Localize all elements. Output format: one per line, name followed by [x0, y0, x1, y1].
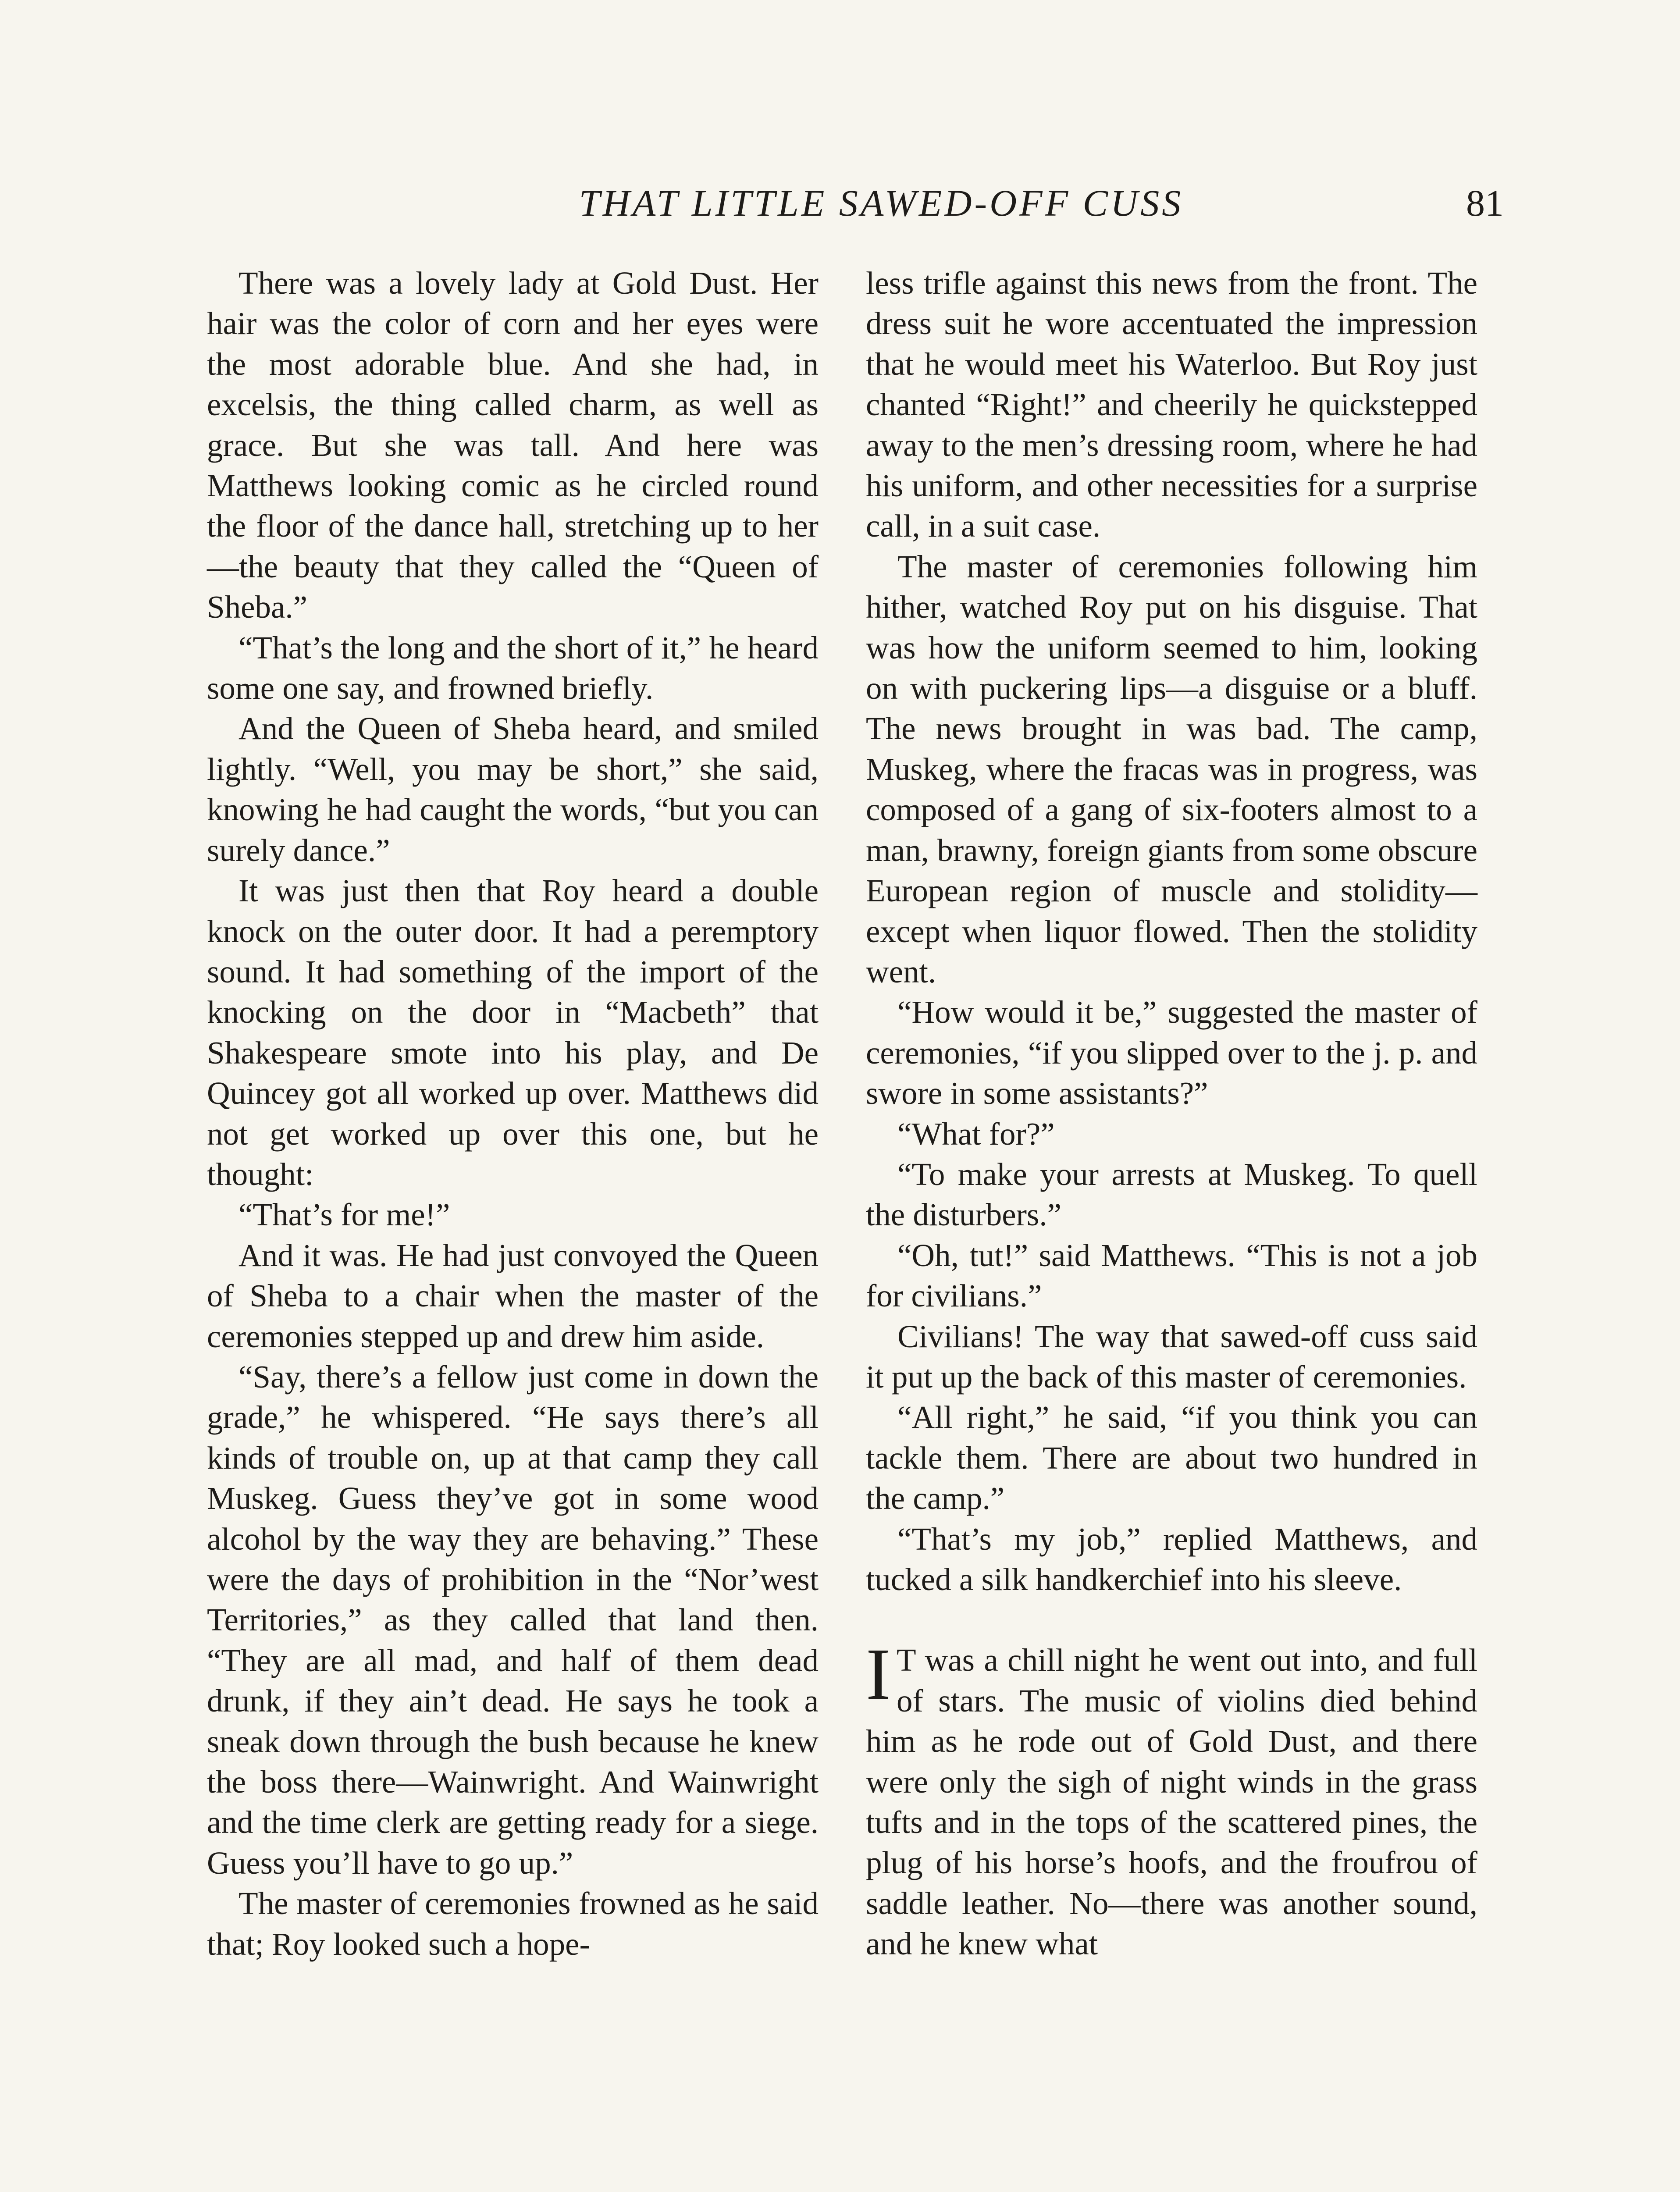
paragraph: “To make your arrests at Muskeg. To quell the disturbers.”: [866, 1156, 1477, 1233]
paragraph: And the Queen of Sheba heard, and smiled lightly. “Well, you may be short,” she said, knowing he had caught the words, “but you can surely dance.”: [207, 711, 819, 868]
paragraph: The master of ceremonies frowned as he said that; Roy looked such a hope-: [207, 1886, 819, 1962]
paragraph: The master of ceremonies following him hither, watched Roy put on his disguise. That was how the uniform seemed to him, looking on with puckering lips—a disguise or a bluff. The news brought in was bad. The camp, Muskeg, where the fracas was in progress, was composed of a gang of six-footers almost to a man, brawny, foreign giants from some obscure European region of muscle and stolidity—except when liquor flowed. Then the stolidity went.: [866, 548, 1477, 989]
paragraph: And it was. He had just convoyed the Queen of Sheba to a chair when the master of the ceremonies stepped up and drew him aside.: [207, 1237, 819, 1354]
section-break-text: T was a chill night he went out into, and full of stars. The music of violins died behind him as he rode out of Gold Dust, and there were only the sigh of night winds in the grass tufts and in the tops of the scattered pines, the plug of his horse’s hoofs, and the froufrou of saddle leather. No—there was another sound, and he knew what: [866, 1642, 1477, 1962]
running-title: THAT LITTLE SAWED-OFF CUSS: [579, 182, 1184, 224]
paragraph: Civilians! The way that sawed-off cuss said it put up the back of this master of ceremonies.: [866, 1318, 1477, 1395]
paragraph: “That’s the long and the short of it,” he heard some one say, and frowned briefly.: [207, 630, 819, 706]
paragraph: “What for?”: [897, 1116, 1055, 1152]
paragraph: “Say, there’s a fellow just come in down the grade,” he whispered. “He says there’s all kinds of trouble on, up at that camp they call Muskeg. Guess they’ve got in some wood alcohol by the way they are behaving.” These were the days of prohibition in the “Nor’west Territories,” as they called that land then. “They are all mad, and half of them dead drunk, if they ain’t dead. He says he took a sneak down through the bush because he knew the boss there—Wainwright. And Wainwright and the time clerk are getting ready for a siege. Guess you’ll have to go up.”: [207, 1359, 819, 1881]
left-column: [207, 263, 819, 1964]
section-break-paragraph: [866, 1633, 1477, 1964]
paragraph: There was a lovely lady at Gold Dust. Her hair was the color of corn and her eyes were the most adorable blue. And she had, in excelsis, the thing called charm, as well as grace. But she was tall. And here was Matthews looking comic as he circled round the floor of the dance hall, stretching up to her —the beauty that they called the “Queen of Sheba.”: [207, 265, 819, 625]
paragraph: “How would it be,” suggested the master of ceremonies, “if you slipped over to the j. p. and swore in some assistants?”: [866, 994, 1477, 1111]
paragraph: “That’s my job,” replied Matthews, and tucked a silk handkerchief into his sleeve.: [866, 1521, 1477, 1597]
paragraph: It was just then that Roy heard a double knock on the outer door. It had a peremptory sound. It had something of the import of the knocking on the door in “Macbeth” that Shakespeare smote into his play, and De Quincey got all worked up over. Matthews did not get worked up over this one, but he thought:: [207, 873, 819, 1192]
page-number: 81: [1466, 182, 1504, 224]
paragraph: “That’s for me!”: [238, 1197, 450, 1233]
paragraph: “All right,” he said, “if you think you can tackle them. There are about two hundred in the camp.”: [866, 1399, 1477, 1516]
paragraph: less trifle against this news from the front. The dress suit he wore accentuated the impression that he would meet his Waterloo. But Roy just chanted “Right!” and cheerily he quickstepped away to the men’s dressing room, where he had his uniform, and other necessities for a surprise call, in a suit case.: [866, 265, 1477, 544]
paragraph: “Oh, tut!” said Matthews. “This is not a job for civilians.”: [866, 1237, 1477, 1314]
drop-cap: I: [866, 1633, 890, 1715]
right-column: [866, 263, 1477, 1964]
